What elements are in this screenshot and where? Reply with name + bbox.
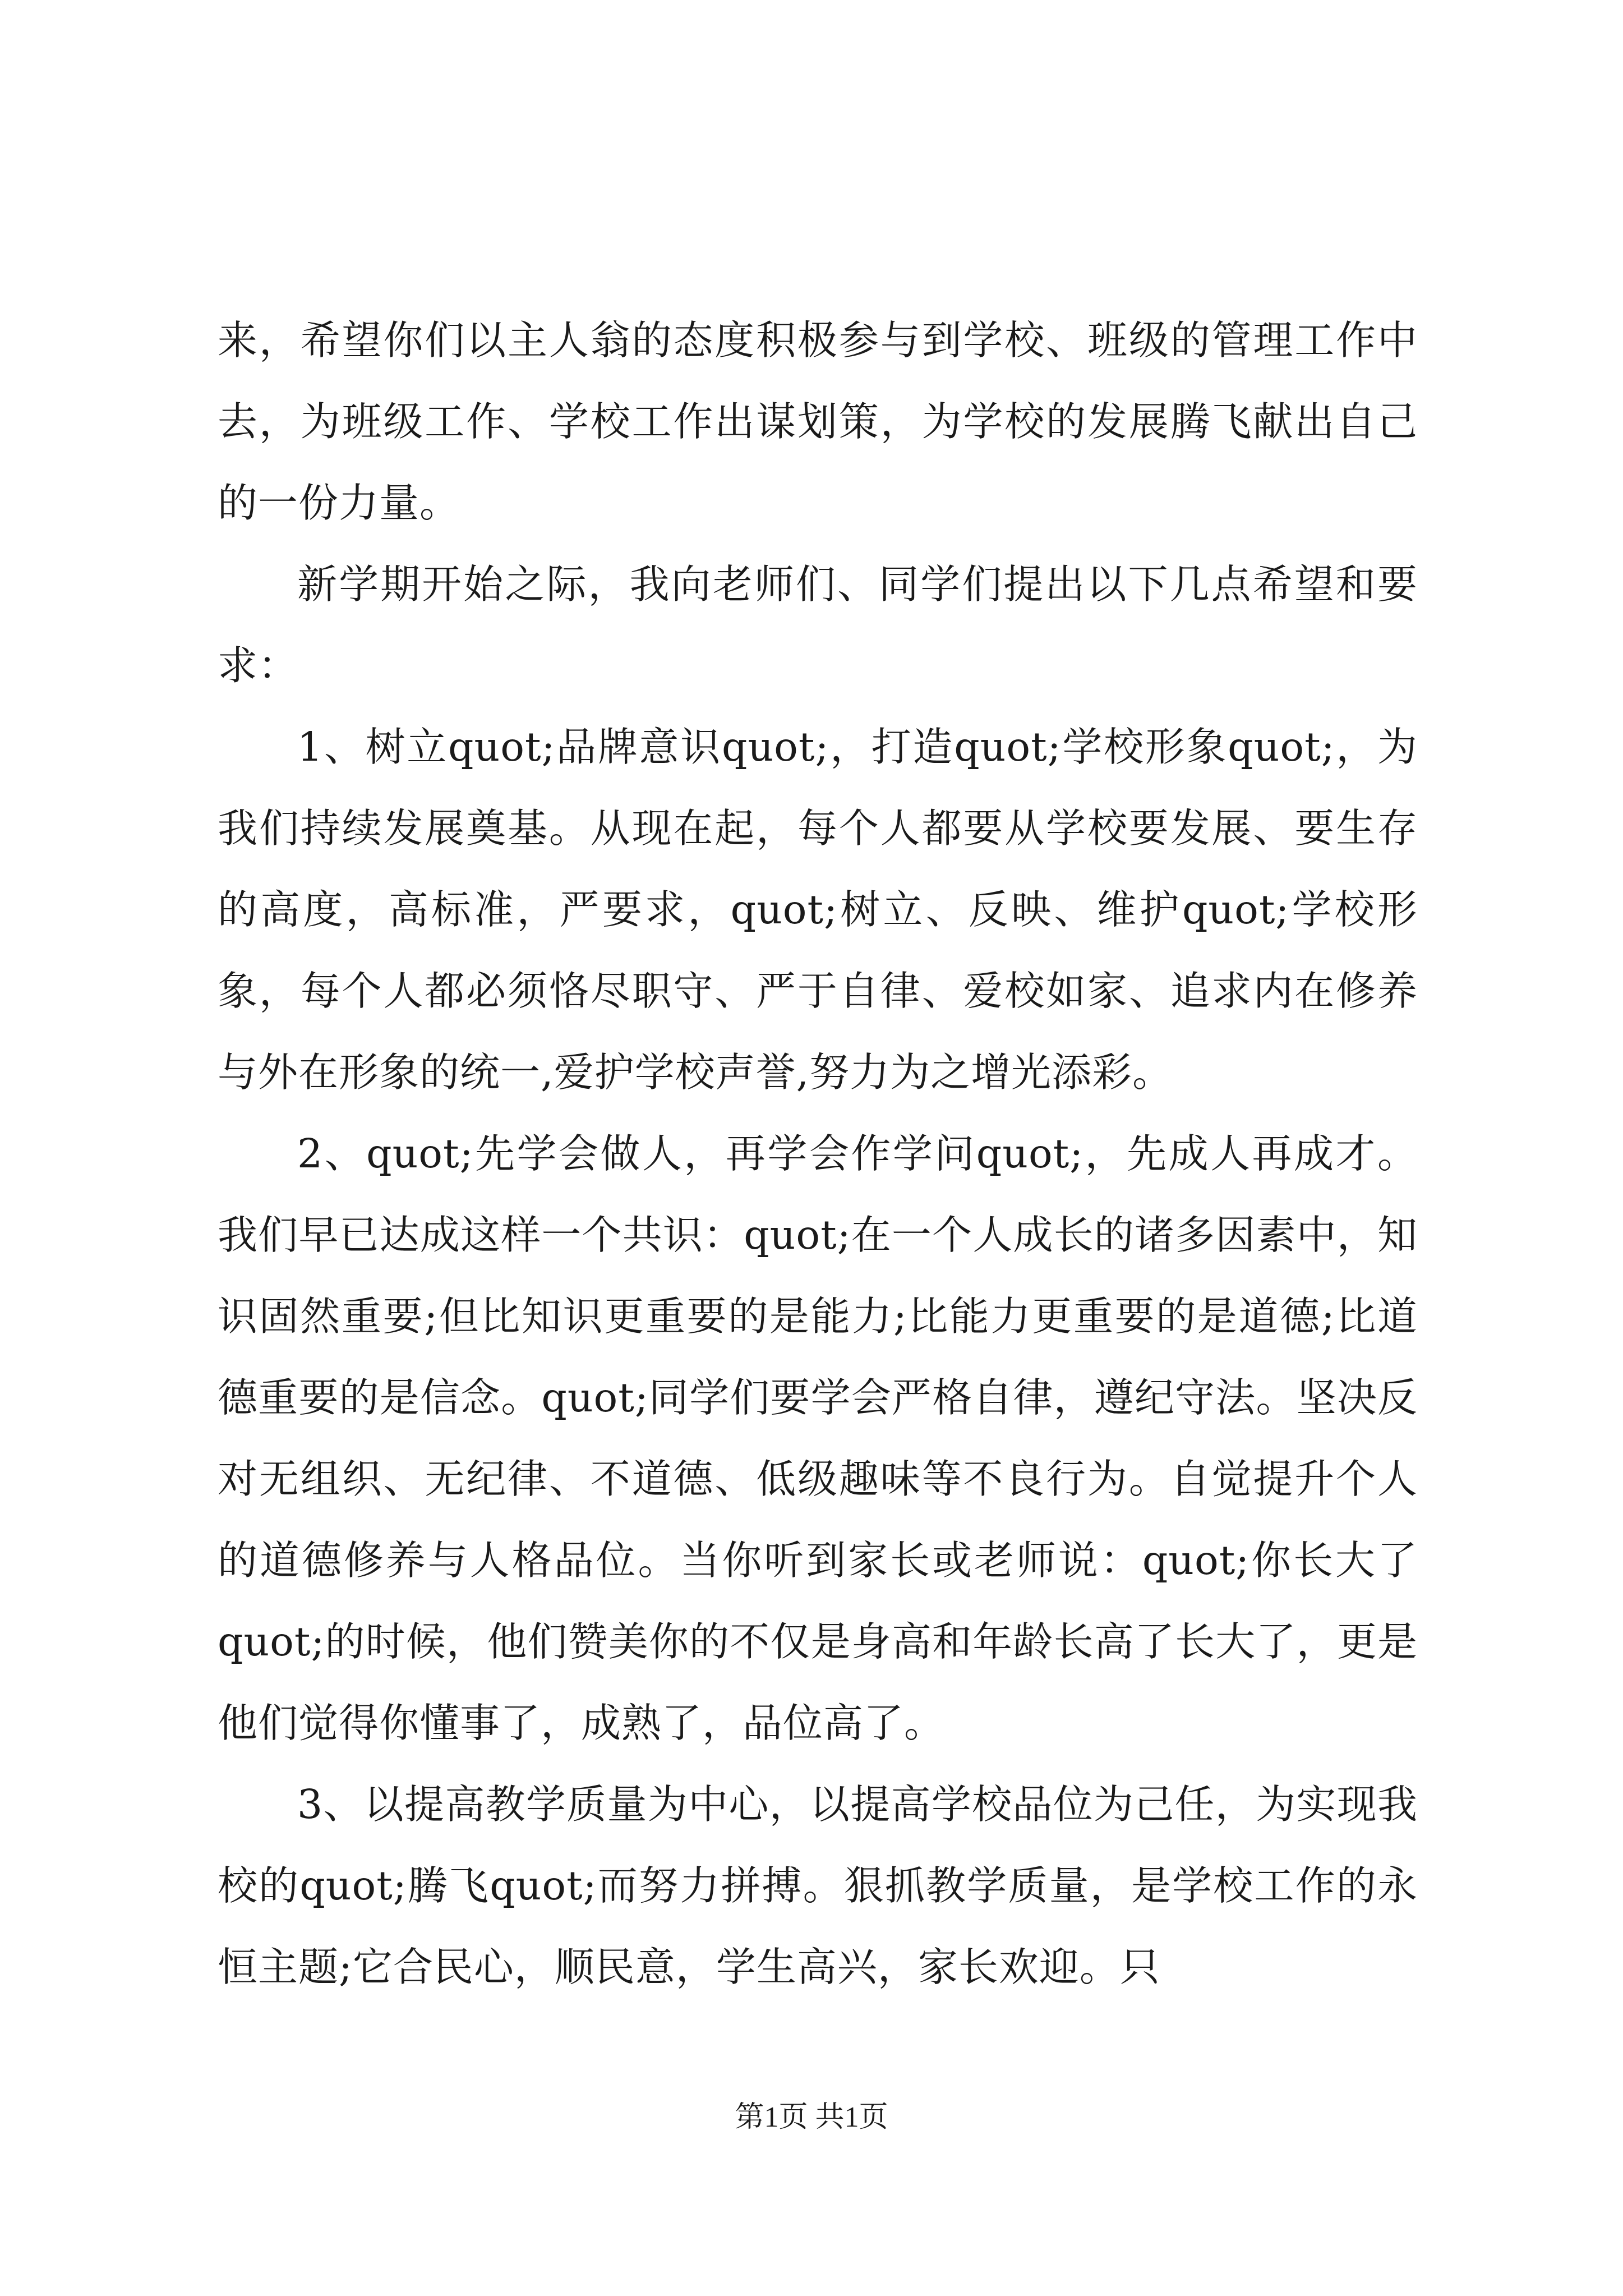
paragraph-5: 3、以提高教学质量为中心，以提高学校品位为己任，为实现我校的quot;腾飞quot;而努力拼搏。狠抓教学质量，是学校工作的永恒主题;它合民心，顺民意，学生高兴，家长欢迎。只 [218, 1781, 1418, 1990]
document-body [218, 300, 1418, 2008]
paragraph-3: 1、树立quot;品牌意识quot;，打造quot;学校形象quot;，为我们持续发展奠基。从现在起，每个人都要从学校要发展、要生存的高度，高标准，严要求，quot;树立、反映、维护quot;学校形象，每个人都必须恪尽职守、严于自律、爱校如家、追求内在修养与外在形象的统一,爱护学校声誉,努力为之增光添彩。 [218, 724, 1418, 1096]
paragraph-1: 来，希望你们以主人翁的态度积极参与到学校、班级的管理工作中去，为班级工作、学校工作出谋划策，为学校的发展腾飞献出自己的一份力量。 [218, 317, 1418, 526]
page-footer: 第1页 共1页 [735, 2101, 888, 2133]
paragraph-4: 2、quot;先学会做人，再学会作学问quot;，先成人再成才。我们早已达成这样一个共识：quot;在一个人成长的诸多因素中，知识固然重要;但比知识更重要的是能力;比能力更重要的是道德;比道德重要的是信念。quot;同学们要学会严格自律，遵纪守法。坚决反对无组织、无纪律、不道德、低级趣味等不良行为。自觉提升个人的道德修养与人格品位。当你听到家长或老师说：quot;你长大了quot;的时候，他们赞美你的不仅是身高和年龄长高了长大了，更是他们觉得你懂事了，成熟了，品位高了。 [218, 1130, 1418, 1746]
paragraph-2: 新学期开始之际，我向老师们、同学们提出以下几点希望和要求： [218, 561, 1418, 689]
